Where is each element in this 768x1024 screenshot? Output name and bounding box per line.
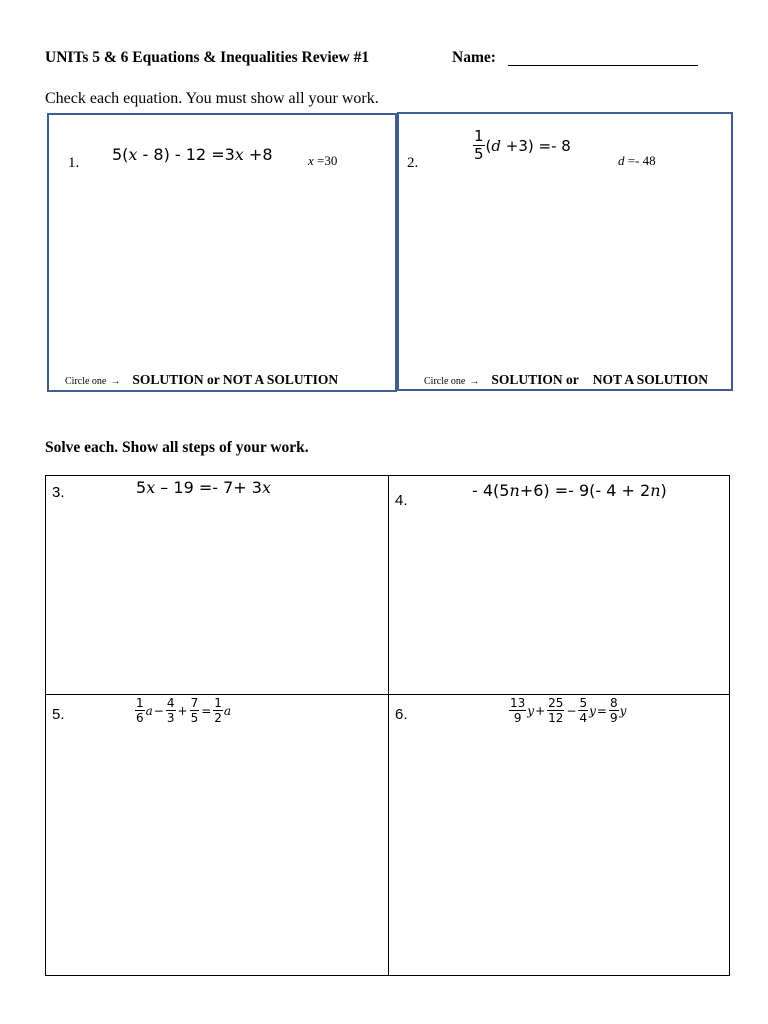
name-label: Name:	[452, 49, 496, 66]
circle-one-label: Circle one	[424, 376, 466, 387]
problem-4-equation: - 4(5n+6) =- 9(- 4 + 2n)	[472, 481, 667, 500]
arrow-right-icon: →	[469, 376, 480, 387]
problem-1-given-value: x =30	[308, 153, 338, 168]
problem-number: 4.	[395, 492, 408, 509]
worksheet-title: UNITs 5 & 6 Equations & Inequalities Review #1	[45, 49, 370, 66]
grid-vertical-divider	[388, 475, 389, 976]
name-blank-line	[508, 65, 698, 66]
solution-choice-a: SOLUTION or	[491, 372, 579, 387]
problem-3-equation: 5x – 19 =- 7+ 3x	[136, 478, 271, 497]
problem-2-given-value: d =- 48	[618, 153, 656, 168]
problem-1-circle-row	[65, 371, 338, 389]
problem-2-circle-row	[424, 371, 708, 389]
grid-horizontal-divider	[45, 694, 730, 695]
solution-choices: SOLUTION or NOT A SOLUTION	[132, 372, 339, 387]
problem-1-equation: 5(x - 8) - 12 =3x +8	[112, 145, 273, 164]
solve-instructions: Solve each. Show all steps of your work.	[45, 439, 309, 456]
problem-5-equation: $\frac{1}{6}$ a − $\frac{4}{3}$ + $\frac{7}{5}$ = $\frac{1}{2}$ a	[136, 696, 232, 725]
fraction: $\frac{1}{5}$	[474, 127, 484, 163]
problem-6-equation: $\frac{13}{9}$ y + $\frac{25}{12}$ − $\frac{5}{4}$ y = $\frac{8}{9}$ y	[510, 696, 627, 725]
arrow-right-icon: →	[110, 376, 121, 387]
problem-number: 6.	[395, 706, 408, 723]
check-instructions: Check each equation. You must show all your work.	[45, 90, 379, 107]
circle-one-label: Circle one	[65, 376, 107, 387]
problem-number: 5.	[52, 706, 65, 723]
problem-number: 1.	[68, 155, 80, 171]
problem-2-equation: $\frac{1}{5}$ ( d +3) =- 8	[474, 127, 571, 163]
problem-number: 2.	[407, 155, 419, 171]
problem-number: 3.	[52, 484, 65, 501]
solution-choice-b: NOT A SOLUTION	[592, 372, 709, 387]
